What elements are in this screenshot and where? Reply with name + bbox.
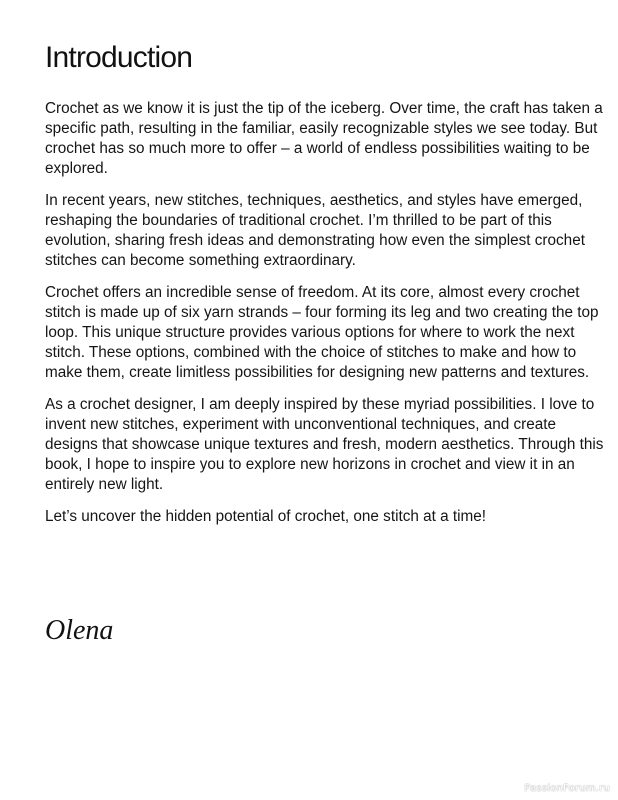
author-signature: Olena bbox=[45, 615, 114, 646]
site-watermark: PassionForum.ru bbox=[524, 783, 610, 794]
page-title: Introduction bbox=[45, 41, 193, 74]
paragraph-5: Let’s uncover the hidden potential of crochet, one stitch at a time! bbox=[45, 508, 487, 525]
paragraph-3: Crochet offers an incredible sense of freedom. At its core, almost every crochet stitch is made up of six yarn strands – four forming its leg and two creating the top loop. This unique structure provides various options for where to work the next stitch. These options, combined with the choice of stitches to make and how to make them, create limitless possibilities for designing new patterns and textures. bbox=[45, 284, 599, 381]
body-text bbox=[45, 99, 605, 539]
paragraph-1: Crochet as we know it is just the tip of the iceberg. Over time, the craft has taken a specific path, resulting in the familiar, easily recognizable styles we see today. But crochet has so much more to offer – a world of endless possibilities waiting to be explored. bbox=[45, 100, 603, 177]
paragraph-2: In recent years, new stitches, techniques, aesthetics, and styles have emerged, reshaping the boundaries of traditional crochet. I’m thrilled to be part of this evolution, sharing fresh ideas and demonstrating how even the simplest crochet stitches can become something extraordinary. bbox=[45, 192, 585, 269]
paragraph-4: As a crochet designer, I am deeply inspired by these myriad possibilities. I love to invent new stitches, experiment with unconventional techniques, and create designs that showcase unique textures and fresh, modern aesthetics. Through this book, I hope to inspire you to explore new horizons in crochet and view it in an entirely new light. bbox=[45, 396, 604, 493]
